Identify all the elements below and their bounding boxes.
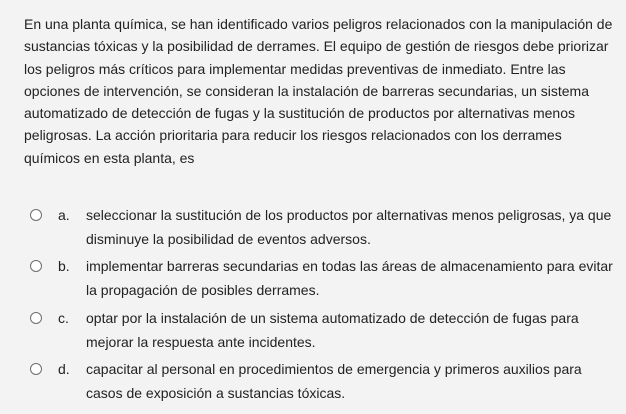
radio-a[interactable]: [30, 209, 42, 221]
option-letter-b: b.: [58, 258, 70, 275]
option-b[interactable]: [30, 254, 622, 305]
answer-options: [30, 203, 622, 409]
option-letter-c: c.: [58, 309, 69, 326]
option-c[interactable]: [30, 306, 622, 357]
radio-d[interactable]: [30, 363, 42, 375]
option-text-d[interactable]: capacitar al personal en procedimientos de emergencia y primeros auxilios para casos de exposición a sustancias tóxicas.: [86, 361, 582, 402]
radio-b[interactable]: [30, 260, 42, 272]
option-text-a[interactable]: seleccionar la sustitución de los productos por alternativas menos peligrosas, ya que disminuye la posibilidad de eventos adversos.: [86, 207, 612, 247]
option-letter-a: a.: [58, 207, 70, 223]
question-text: En una planta química, se han identificado varios peligros relacionados con la manipulación de sustancias tóxicas y la posibilidad de derrames. El equipo de gestión de riesgos debe priorizar los peligros más críticos para implementar medidas preventivas de inmediato. Entre las opciones de intervención, se consideran la instalación de barreras secundarias, un sistema automatizado de detección de fugas y la sustitución de productos por alternativas menos peligrosas. La acción prioritaria para reducir los riesgos relacionados con los derrames químicos en esta planta, es: [24, 16, 613, 166]
option-text-c[interactable]: optar por la instalación de un sistema automatizado de detección de fugas para mejorar la respuesta ante incidentes.: [86, 309, 579, 350]
radio-c[interactable]: [30, 312, 42, 324]
option-d[interactable]: [30, 357, 622, 408]
option-text-b[interactable]: implementar barreras secundarias en todas las áreas de almacenamiento para evitar la propagación de posibles derrames.: [86, 258, 613, 299]
option-a[interactable]: [30, 203, 622, 254]
option-letter-d: d.: [58, 361, 70, 378]
